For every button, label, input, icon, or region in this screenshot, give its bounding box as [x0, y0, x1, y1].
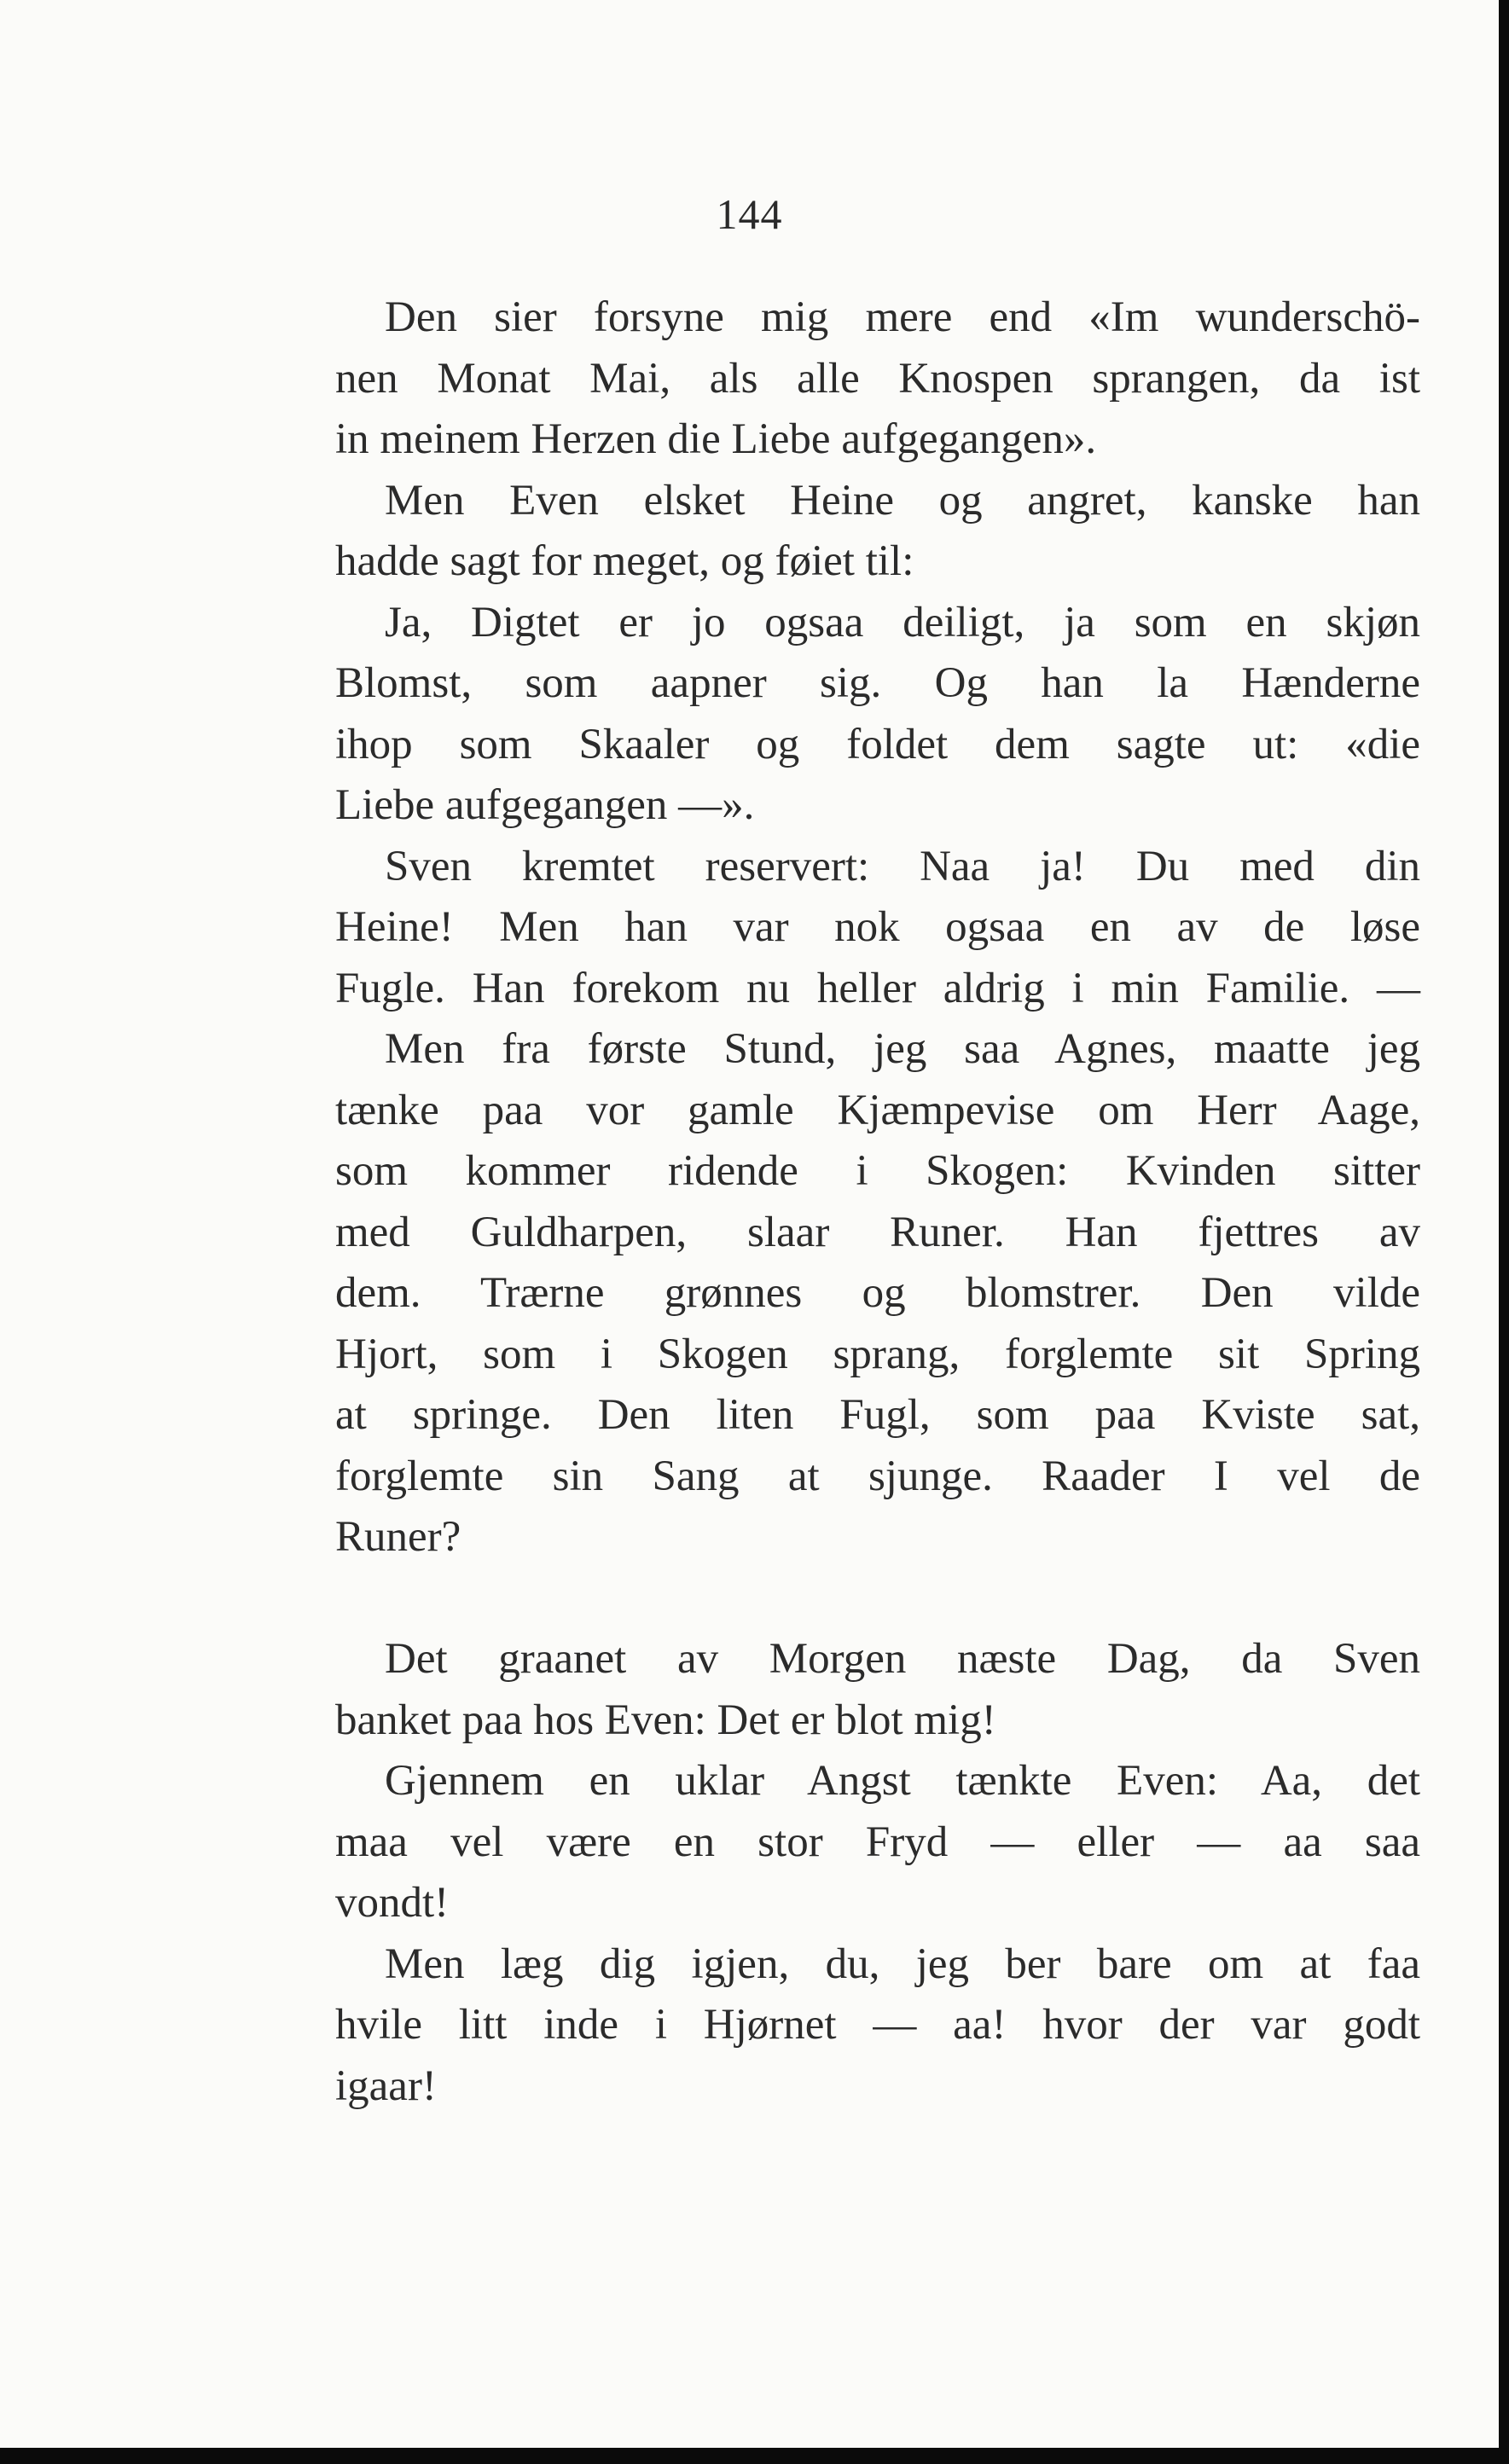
text-line: igaar!: [335, 2061, 437, 2110]
text-line: ihop som Skaaler og foldet dem sagte ut: «die: [335, 720, 1420, 768]
text-line: Gjennem en uklar Angst tænkte Even: Aa, det: [385, 1757, 1420, 1805]
text-line: maa vel være en stor Fryd — eller — aa saa: [335, 1818, 1420, 1866]
text-line: in meinem Herzen die Liebe aufgegangen».: [335, 415, 1097, 463]
text-line: forglemte sin Sang at sjunge. Raader I vel de: [335, 1452, 1420, 1500]
text-line: hvile litt inde i Hjørnet — aa! hvor der var godt: [335, 2001, 1420, 2049]
text-line: Det graanet av Morgen næste Dag, da Sven: [385, 1635, 1420, 1683]
text-line: Liebe aufgegangen —».: [335, 781, 755, 829]
text-section-1: [335, 287, 1420, 1568]
text-line: Men Even elsket Heine og angret, kanske han: [385, 476, 1420, 525]
page-number: 144: [716, 190, 783, 238]
text-line: Hjort, som i Skogen sprang, forglemte sit Spring: [335, 1330, 1420, 1378]
text-line: vondt!: [335, 1879, 450, 1927]
text-line: Men læg dig igjen, du, jeg ber bare om at faa: [385, 1939, 1420, 1988]
text-line: hadde sagt for meget, og føiet til:: [335, 537, 914, 585]
text-line: Ja, Digtet er jo ogsaa deiligt, ja som en skjøn: [385, 598, 1420, 646]
text-line: Heine! Men han var nok ogsaa en av de løse: [335, 903, 1420, 951]
text-line: Runer?: [335, 1513, 461, 1561]
text-line: som kommer ridende i Skogen: Kvinden sitter: [335, 1147, 1420, 1195]
text-line: Fugle. Han forekom nu heller aldrig i min Familie. —: [335, 964, 1420, 1012]
text-line: Sven kremtet reservert: Naa ja! Du med din: [385, 842, 1420, 890]
text-line: tænke paa vor gamle Kjæmpevise om Herr Aage,: [335, 1086, 1420, 1134]
text-line: Den sier forsyne mig mere end «Im wunderschö-: [385, 293, 1420, 341]
text-line: Blomst, som aapner sig. Og han la Hænderne: [335, 659, 1420, 707]
text-line: at springe. Den liten Fugl, som paa Kviste sat,: [335, 1391, 1420, 1439]
text-line: banket paa hos Even: Det er blot mig!: [335, 1696, 996, 1744]
text-line: nen Monat Mai, als alle Knospen sprangen, da ist: [335, 354, 1420, 403]
text-line: med Guldharpen, slaar Runer. Han fjettres av: [335, 1208, 1420, 1256]
text-line: Men fra første Stund, jeg saa Agnes, maatte jeg: [385, 1025, 1420, 1073]
text-line: dem. Trærne grønnes og blomstrer. Den vilde: [335, 1269, 1420, 1317]
text-section-2: [335, 1629, 1420, 2117]
